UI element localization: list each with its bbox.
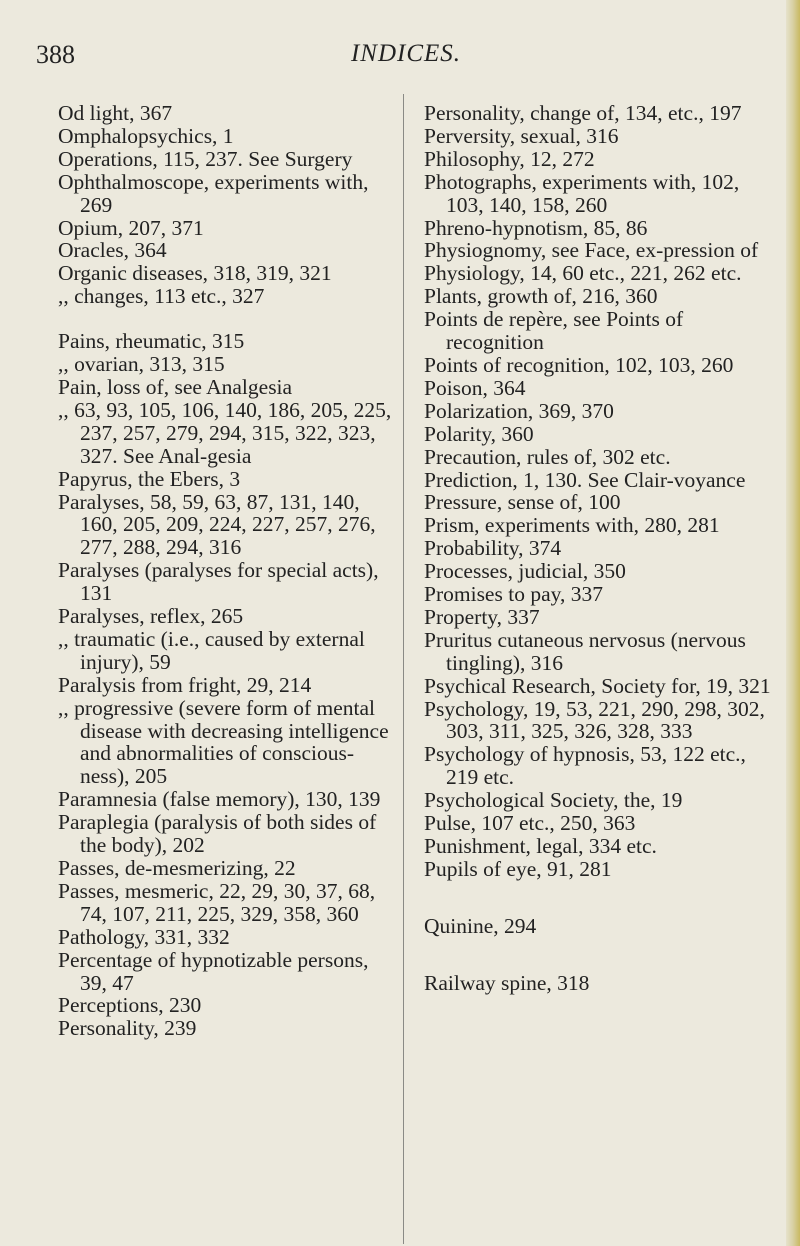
index-entry: ,, ovarian, 313, 315 bbox=[58, 352, 225, 377]
index-entry: Prism, experiments with, 280, 281 bbox=[424, 513, 720, 538]
index-entry: Polarity, 360 bbox=[424, 421, 534, 446]
page-number: 388 bbox=[36, 40, 75, 69]
index-entry: Oracles, 364 bbox=[58, 238, 167, 263]
index-entry: Photographs, experiments with, 102, 103, 140, 158, 260 bbox=[424, 169, 740, 217]
index-entry: Polarization, 369, 370 bbox=[424, 398, 614, 423]
index-entry: Percentage of hypnotizable persons, 39, 47 bbox=[58, 947, 369, 995]
index-entry: ,, changes, 113 etc., 327 bbox=[58, 284, 265, 309]
index-entry: Punishment, legal, 334 etc. bbox=[424, 834, 657, 858]
index-entry: ,, progressive (severe form of mental disease with decreasing intelligence and abnormalities of conscious-ness), 205 bbox=[58, 695, 389, 789]
index-entry: Railway spine, 318 bbox=[424, 970, 590, 995]
index-entry: Psychology, 19, 53, 221, 290, 298, 302, 303, 311, 325, 326, 328, 333 bbox=[424, 696, 765, 744]
index-entry: Plants, growth of, 216, 360 bbox=[424, 284, 658, 309]
index-entry: Perceptions, 230 bbox=[58, 993, 202, 1018]
index-entry: Opium, 207, 371 bbox=[58, 215, 204, 240]
index-entry: Papyrus, the Ebers, 3 bbox=[58, 466, 241, 491]
left-column bbox=[58, 102, 394, 1040]
index-entry: Pathology, 331, 332 bbox=[58, 924, 230, 949]
index-entry: Pain, loss of, see Analgesia bbox=[58, 374, 293, 399]
running-title: INDICES. bbox=[350, 40, 462, 67]
index-entry: Od light, 367 bbox=[58, 101, 173, 125]
right-column bbox=[424, 102, 776, 995]
index-entry: ,, 63, 93, 105, 106, 140, 186, 205, 225, 237, 257, 279, 294, 315, 322, 323, 327. See Anal-gesia bbox=[58, 397, 392, 468]
index-entry: Points de repère, see Points of recognition bbox=[424, 307, 684, 355]
index-entry: Property, 337 bbox=[424, 604, 540, 629]
index-entry: Ophthalmoscope, experiments with, 269 bbox=[58, 169, 369, 217]
index-entry: Perversity, sexual, 316 bbox=[424, 123, 619, 148]
index-entry: Pressure, sense of, 100 bbox=[424, 490, 621, 515]
page-header bbox=[36, 40, 776, 80]
index-entry: Passes, de-mesmerizing, 22 bbox=[58, 856, 296, 880]
index-entry: Quinine, 294 bbox=[424, 913, 537, 938]
index-entry: Philosophy, 12, 272 bbox=[424, 146, 595, 171]
index-entry: Personality, change of, 134, etc., 197 bbox=[424, 101, 742, 125]
index-entry: Organic diseases, 318, 319, 321 bbox=[58, 261, 332, 286]
index-entry: Psychological Society, the, 19 bbox=[424, 788, 683, 813]
index-entry: Paralyses, 58, 59, 63, 87, 131, 140, 160, 205, 209, 224, 227, 257, 276, 277, 288, 294, 316 bbox=[58, 489, 376, 560]
index-entry: Pruritus cutaneous nervosus (nervous tingling), 316 bbox=[424, 627, 746, 675]
index-entry: Paralyses (paralyses for special acts), 131 bbox=[58, 558, 379, 606]
index-entry: Paraplegia (paralysis of both sides of the body), 202 bbox=[58, 810, 377, 858]
index-entry: Paralyses, reflex, 265 bbox=[58, 604, 244, 629]
index-entry: Processes, judicial, 350 bbox=[424, 559, 626, 584]
index-entry: Physiognomy, see Face, ex-pression of bbox=[424, 238, 759, 263]
index-entry: Passes, mesmeric, 22, 29, 30, 37, 68, 74, 107, 211, 225, 329, 358, 360 bbox=[58, 878, 376, 926]
index-entry: Pains, rheumatic, 315 bbox=[58, 329, 245, 354]
index-entry: Personality, 239 bbox=[58, 1016, 197, 1041]
index-entry: Pupils of eye, 91, 281 bbox=[424, 856, 612, 881]
index-entry: Poison, 364 bbox=[424, 375, 526, 400]
page-edge bbox=[786, 0, 800, 1246]
index-entry: Physiology, 14, 60 etc., 221, 262 etc. bbox=[424, 261, 742, 286]
index-entry: Promises to pay, 337 bbox=[424, 582, 603, 607]
index-entry: Paralysis from fright, 29, 214 bbox=[58, 672, 312, 697]
index-entry: Pulse, 107 etc., 250, 363 bbox=[424, 811, 636, 836]
index-entry: Points of recognition, 102, 103, 260 bbox=[424, 352, 734, 377]
index-entry: Operations, 115, 237. See Surgery bbox=[58, 146, 353, 171]
index-entry: Precaution, rules of, 302 etc. bbox=[424, 444, 671, 469]
index-entry: ,, traumatic (i.e., caused by external injury), 59 bbox=[58, 626, 365, 674]
index-entry: Phreno-hypnotism, 85, 86 bbox=[424, 215, 648, 240]
index-entry: Prediction, 1, 130. See Clair-voyance bbox=[424, 467, 746, 492]
index-entry: Psychology of hypnosis, 53, 122 etc., 219 etc. bbox=[424, 742, 746, 790]
index-entry: Psychical Research, Society for, 19, 321 bbox=[424, 673, 771, 698]
column-divider bbox=[403, 94, 404, 1244]
index-entry: Probability, 374 bbox=[424, 536, 562, 561]
index-entry: Omphalopsychics, 1 bbox=[58, 123, 234, 148]
index-entry: Paramnesia (false memory), 130, 139 bbox=[58, 787, 381, 812]
